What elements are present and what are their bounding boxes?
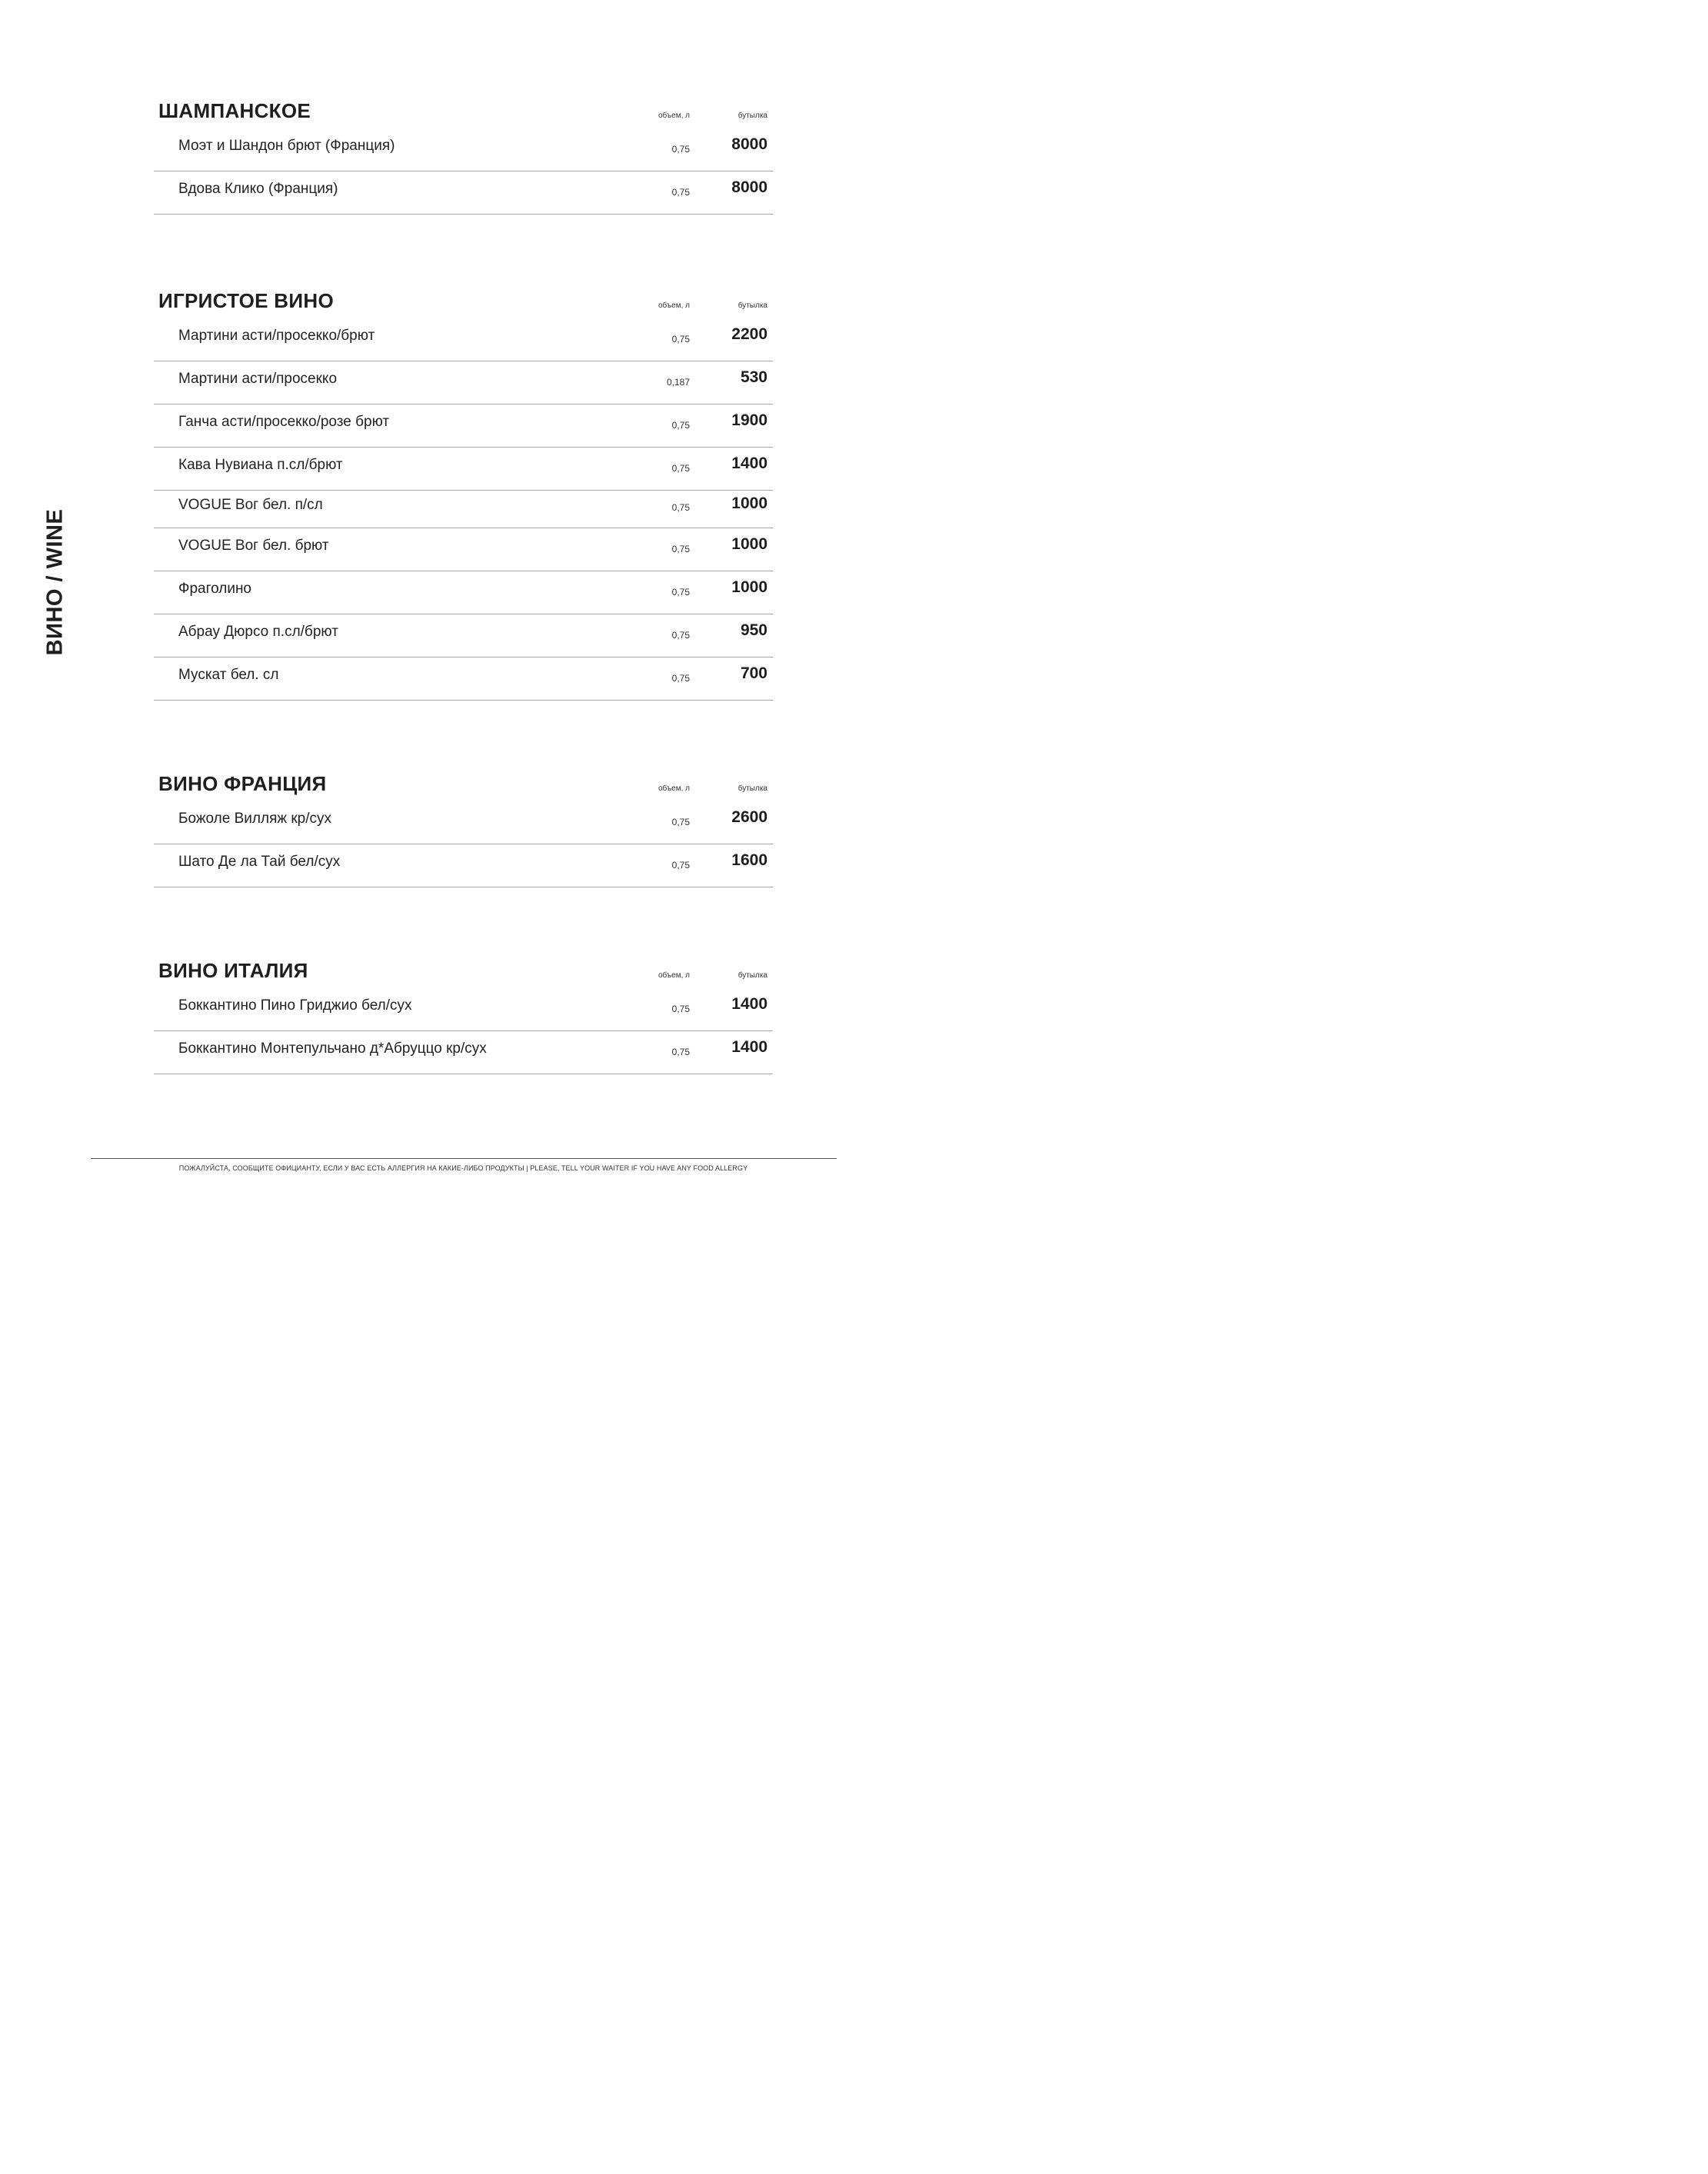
item-name: Абрау Дюрсо п.сл/брют xyxy=(178,624,338,640)
section-title: ВИНО ИТАЛИЯ xyxy=(158,959,308,982)
item-name: Мартини асти/просекко/брют xyxy=(178,328,375,344)
item-volume: 0,75 xyxy=(671,817,690,827)
column-header-volume: объем, л xyxy=(658,971,690,980)
section-wine-france xyxy=(154,772,773,887)
item-volume: 0,75 xyxy=(671,502,690,513)
item-name: Моэт и Шандон брют (Франция) xyxy=(178,138,395,154)
item-name: Ганча асти/просекко/розе брют xyxy=(178,414,390,430)
menu-item-row xyxy=(154,571,773,614)
item-price: 1900 xyxy=(731,411,767,429)
item-price: 1000 xyxy=(731,494,767,512)
item-volume: 0,75 xyxy=(671,1004,690,1014)
item-volume: 0,75 xyxy=(671,630,690,641)
item-name: Божоле Вилляж кр/сух xyxy=(178,811,332,827)
item-price: 1400 xyxy=(731,1038,767,1056)
side-title: ВИНО / WINE xyxy=(42,508,68,656)
item-name: VOGUE Вог бел. брют xyxy=(178,538,329,554)
item-volume: 0,75 xyxy=(671,420,690,431)
item-price: 2200 xyxy=(731,325,767,343)
menu-item-row xyxy=(154,128,773,171)
menu-item-row xyxy=(154,1031,773,1074)
column-header-bottle: бутылка xyxy=(737,784,767,793)
item-price: 1400 xyxy=(731,995,767,1013)
item-price: 700 xyxy=(740,664,767,682)
item-volume: 0,75 xyxy=(671,334,690,345)
section-sparkling-wine xyxy=(154,289,773,701)
section-title: ИГРИСТОЕ ВИНО xyxy=(158,289,334,312)
item-price: 8000 xyxy=(731,178,767,196)
section-wine-italy xyxy=(154,959,773,1074)
item-name: Боккантино Монтепульчано д*Абруццо кр/сух xyxy=(178,1040,487,1057)
column-header-bottle: бутылка xyxy=(737,301,767,310)
item-volume: 0,75 xyxy=(671,144,690,155)
item-volume: 0,75 xyxy=(671,187,690,198)
item-price: 1600 xyxy=(731,851,767,869)
allergy-notice: ПОЖАЛУЙСТА, СООБЩИТЕ ОФИЦИАНТУ, ЕСЛИ У ВАС ЕСТЬ АЛЛЕРГИЯ НА КАКИЕ-ЛИБО ПРОДУКТЫ | PLEASE, TELL YOUR WAITER IF YOU HAVE ANY FOOD ALLERGY xyxy=(178,1164,748,1172)
menu-item-row xyxy=(154,491,773,528)
item-volume: 0,75 xyxy=(671,463,690,474)
item-price: 1400 xyxy=(731,454,767,472)
item-name: Боккантино Пино Гриджио бел/сух xyxy=(178,997,412,1014)
item-price: 1000 xyxy=(731,535,767,553)
item-name: Мускат бел. сл xyxy=(178,667,279,683)
menu-item-row xyxy=(154,658,773,701)
item-volume: 0,75 xyxy=(671,860,690,871)
menu-item-row xyxy=(154,448,773,491)
column-header-bottle: бутылка xyxy=(737,971,767,980)
menu-item-row xyxy=(154,614,773,658)
column-header-bottle: бутылка xyxy=(737,112,767,120)
item-volume: 0,75 xyxy=(671,673,690,684)
item-name: Вдова Клико (Франция) xyxy=(178,181,338,197)
menu-item-row xyxy=(154,801,773,844)
column-header-volume: объем, л xyxy=(658,784,690,793)
item-volume: 0,75 xyxy=(671,1047,690,1057)
item-price: 530 xyxy=(740,368,767,386)
menu-item-row xyxy=(154,171,773,215)
item-price: 1000 xyxy=(731,578,767,596)
item-name: Мартини асти/просекко xyxy=(178,371,338,387)
section-header xyxy=(154,289,773,318)
menu-item-row xyxy=(154,318,773,361)
item-price: 8000 xyxy=(731,135,767,153)
section-title: ШАМПАНСКОЕ xyxy=(158,99,311,122)
column-header-volume: объем, л xyxy=(658,301,690,310)
section-header xyxy=(154,99,773,128)
menu-item-row xyxy=(154,361,773,405)
section-header xyxy=(154,959,773,988)
item-volume: 0,187 xyxy=(666,377,690,388)
item-volume: 0,75 xyxy=(671,587,690,598)
item-name: Кава Нувиана п.сл/брют xyxy=(178,457,343,473)
menu-item-row xyxy=(154,844,773,887)
item-name: Фраголино xyxy=(178,581,251,597)
item-price: 2600 xyxy=(731,808,767,826)
menu-item-row xyxy=(154,528,773,571)
item-name: VOGUE Вог бел. п/сл xyxy=(178,497,323,513)
menu-item-row xyxy=(154,988,773,1031)
column-header-volume: объем, л xyxy=(658,112,690,120)
section-champagne xyxy=(154,99,773,215)
item-volume: 0,75 xyxy=(671,544,690,554)
item-name: Шато Де ла Тай бел/сух xyxy=(178,854,341,870)
menu-item-row xyxy=(154,405,773,448)
section-header xyxy=(154,772,773,801)
section-title: ВИНО ФРАНЦИЯ xyxy=(158,772,327,795)
item-price: 950 xyxy=(740,621,767,639)
footer-divider xyxy=(91,1158,837,1159)
